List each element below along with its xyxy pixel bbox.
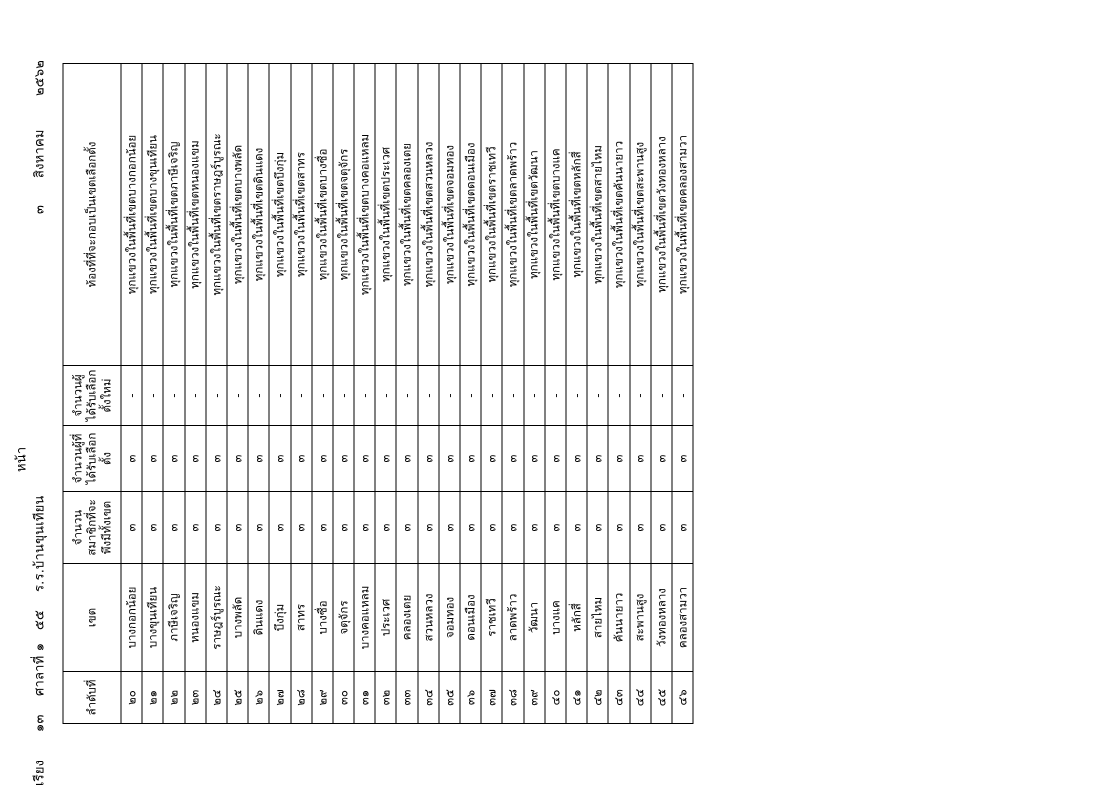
row-localities: ทุกแขวงในพื้นที่เขตบึงกุ่ม: [269, 64, 290, 366]
table-row: [163, 64, 184, 724]
row-seats-total: ๓: [205, 492, 226, 564]
row-seats-total: ๓: [565, 492, 586, 564]
row-seats-total: ๓: [311, 492, 332, 564]
row-number: ๓๖: [460, 672, 481, 724]
header-month: สิงหาคม: [32, 129, 47, 178]
row-zone: บางขุนเทียน: [142, 564, 163, 672]
row-seats-elected: ๓: [269, 426, 290, 492]
row-seats-elected: ๓: [311, 426, 332, 492]
table-row: [523, 64, 544, 724]
header-num-3: ๓: [32, 204, 47, 214]
row-localities: ทุกแขวงในพื้นที่เขตราชเทวี: [481, 64, 502, 366]
header-left-label: เรียง: [32, 759, 47, 786]
row-number: ๔๔: [629, 672, 650, 724]
row-localities: ทุกแขวงในพื้นที่เขตวังทองหลาง: [650, 64, 671, 366]
row-seats-total: ๓: [481, 492, 502, 564]
row-localities: ทุกแขวงในพื้นที่เขตภาษีเจริญ: [163, 64, 184, 366]
row-zone: ดอนเมือง: [460, 564, 481, 672]
row-localities: ทุกแขวงในพื้นที่เขตบางขุนเทียน: [142, 64, 163, 366]
row-localities: ทุกแขวงในพื้นที่เขตลาดพร้าว: [502, 64, 523, 366]
row-seats-extra: -: [481, 366, 502, 426]
row-seats-extra: -: [544, 366, 565, 426]
table-row: [396, 64, 417, 724]
row-localities: ทุกแขวงในพื้นที่เขตสวนหลวง: [417, 64, 438, 366]
row-localities: ทุกแขวงในพื้นที่เขตสะพานสูง: [629, 64, 650, 366]
table-row: [290, 64, 311, 724]
row-seats-elected: ๓: [438, 426, 459, 492]
row-seats-total: ๓: [608, 492, 629, 564]
row-localities: ทุกแขวงในพื้นที่เขตจอมทอง: [438, 64, 459, 366]
row-number: ๓๘: [502, 672, 523, 724]
table-row: [629, 64, 650, 724]
row-zone: บางพลัด: [226, 564, 247, 672]
row-zone: คลองสามวา: [671, 564, 692, 672]
row-seats-extra: -: [375, 366, 396, 426]
row-zone: จอมทอง: [438, 564, 459, 672]
table-row: [248, 64, 269, 724]
row-number: ๓๓: [396, 672, 417, 724]
row-seats-total: ๓: [354, 492, 375, 564]
row-seats-total: ๓: [290, 492, 311, 564]
row-seats-extra: -: [163, 366, 184, 426]
row-number: ๒๑: [142, 672, 163, 724]
row-seats-elected: ๓: [226, 426, 247, 492]
row-number: ๓๙: [523, 672, 544, 724]
col-header-loc: ท้องที่ที่จะกอบเป็นเขตเลือกตั้ง: [63, 64, 121, 366]
row-zone: ภาษีเจริญ: [163, 564, 184, 672]
row-number: ๓๒: [375, 672, 396, 724]
table-row: [332, 64, 353, 724]
table-row: [184, 64, 205, 724]
row-seats-elected: ๓: [290, 426, 311, 492]
header-num-1: ๑๓: [32, 714, 47, 732]
row-seats-extra: -: [629, 366, 650, 426]
row-zone: คลองเตย: [396, 564, 417, 672]
row-zone: ลาดพร้าว: [502, 564, 523, 672]
row-seats-total: ๓: [587, 492, 608, 564]
table-row: [121, 64, 142, 724]
row-zone: จตุจักร: [332, 564, 353, 672]
row-number: ๒๖: [248, 672, 269, 724]
row-zone: บางซื่อ: [311, 564, 332, 672]
row-seats-elected: ๓: [163, 426, 184, 492]
row-seats-elected: ๓: [608, 426, 629, 492]
row-seats-extra: -: [396, 366, 417, 426]
table-row: [205, 64, 226, 724]
row-number: ๓๐: [332, 672, 353, 724]
row-seats-total: ๓: [671, 492, 692, 564]
row-zone: สวนหลวง: [417, 564, 438, 672]
row-localities: ทุกแขวงในพื้นที่เขตวัฒนา: [523, 64, 544, 366]
row-seats-extra: -: [121, 366, 142, 426]
row-seats-extra: -: [523, 366, 544, 426]
row-seats-elected: ๓: [565, 426, 586, 492]
row-number: ๒๓: [184, 672, 205, 724]
row-seats-extra: -: [142, 366, 163, 426]
row-seats-total: ๓: [417, 492, 438, 564]
row-seats-total: ๓: [438, 492, 459, 564]
row-zone: บางกอกน้อย: [121, 564, 142, 672]
table-row: [417, 64, 438, 724]
table-row: [354, 64, 375, 724]
row-localities: ทุกแขวงในพื้นที่เขตหลักสี่: [565, 64, 586, 366]
row-number: ๓๔: [417, 672, 438, 724]
row-seats-elected: ๓: [417, 426, 438, 492]
row-seats-total: ๓: [269, 492, 290, 564]
row-seats-extra: -: [226, 366, 247, 426]
row-localities: ทุกแขวงในพื้นที่เขตดินแดง: [248, 64, 269, 366]
col-header-zone: เขต: [63, 564, 121, 672]
header-num-2: ๕๕: [32, 609, 47, 630]
row-zone: ราชเทวี: [481, 564, 502, 672]
row-seats-total: ๓: [184, 492, 205, 564]
row-number: ๔๑: [565, 672, 586, 724]
row-seats-elected: ๓: [460, 426, 481, 492]
table-row: [438, 64, 459, 724]
row-number: ๒๕: [226, 672, 247, 724]
table-container: [62, 64, 693, 724]
row-seats-elected: ๓: [184, 426, 205, 492]
row-zone: คันนายาว: [608, 564, 629, 672]
table-row: [311, 64, 332, 724]
row-seats-elected: ๓: [396, 426, 417, 492]
row-zone: วังทองหลาง: [650, 564, 671, 672]
row-seats-elected: ๓: [544, 426, 565, 492]
col-header-b: จำนวนผู้ที่ได้รับเลือกตั้ง: [63, 426, 121, 492]
table-row: [565, 64, 586, 724]
row-seats-total: ๓: [121, 492, 142, 564]
row-seats-total: ๓: [142, 492, 163, 564]
row-localities: ทุกแขวงในพื้นที่เขตราษฎร์บูรณะ: [205, 64, 226, 366]
row-number: ๔๐: [544, 672, 565, 724]
row-seats-elected: ๓: [248, 426, 269, 492]
row-number: ๒๙: [311, 672, 332, 724]
row-zone: บางคอแหลม: [354, 564, 375, 672]
table-row: [608, 64, 629, 724]
row-zone: บึงกุ่ม: [269, 564, 290, 672]
row-seats-extra: -: [460, 366, 481, 426]
row-seats-total: ๓: [629, 492, 650, 564]
header-label-3: ร.ร.บ้านขุนเทียน: [32, 495, 47, 592]
allocation-table: [62, 63, 693, 724]
row-zone: หลักสี่: [565, 564, 586, 672]
row-number: ๒๘: [290, 672, 311, 724]
row-localities: ทุกแขวงในพื้นที่เขตจตุจักร: [332, 64, 353, 366]
row-seats-elected: ๓: [142, 426, 163, 492]
row-localities: ทุกแขวงในพื้นที่เขตดอนเมือง: [460, 64, 481, 366]
row-seats-extra: -: [438, 366, 459, 426]
row-seats-extra: -: [205, 366, 226, 426]
row-seats-elected: ๓: [205, 426, 226, 492]
table-row: [460, 64, 481, 724]
row-number: ๔๕: [650, 672, 671, 724]
row-seats-total: ๓: [650, 492, 671, 564]
table-row: [502, 64, 523, 724]
row-zone: ประเวศ: [375, 564, 396, 672]
row-seats-extra: -: [587, 366, 608, 426]
table-row: [650, 64, 671, 724]
row-seats-total: ๓: [248, 492, 269, 564]
row-seats-extra: -: [248, 366, 269, 426]
row-seats-extra: -: [671, 366, 692, 426]
row-seats-elected: ๓: [587, 426, 608, 492]
row-seats-extra: -: [290, 366, 311, 426]
row-localities: ทุกแขวงในพื้นที่เขตหนองแขม: [184, 64, 205, 366]
row-number: ๒๗: [269, 672, 290, 724]
table-row: [481, 64, 502, 724]
row-zone: วัฒนา: [523, 564, 544, 672]
col-header-a: จำนวนสมาชิกที่จะพึงมีทั้งเขต: [63, 492, 121, 564]
row-seats-extra: -: [184, 366, 205, 426]
row-localities: ทุกแขวงในพื้นที่เขตบางแค: [544, 64, 565, 366]
row-seats-total: ๓: [460, 492, 481, 564]
row-seats-total: ๓: [396, 492, 417, 564]
row-seats-extra: -: [311, 366, 332, 426]
row-seats-elected: ๓: [332, 426, 353, 492]
table-row: [269, 64, 290, 724]
table-row: [142, 64, 163, 724]
row-seats-total: ๓: [163, 492, 184, 564]
row-zone: สะพานสูง: [629, 564, 650, 672]
row-localities: ทุกแขวงในพื้นที่เขตบางคอแหลม: [354, 64, 375, 366]
table-row: [544, 64, 565, 724]
row-seats-elected: ๓: [481, 426, 502, 492]
row-localities: ทุกแขวงในพื้นที่เขตสายไหม: [587, 64, 608, 366]
row-number: ๒๒: [163, 672, 184, 724]
table-row: [587, 64, 608, 724]
row-localities: ทุกแขวงในพื้นที่เขตสาทร: [290, 64, 311, 366]
row-seats-extra: -: [354, 366, 375, 426]
row-localities: ทุกแขวงในพื้นที่เขตบางซื่อ: [311, 64, 332, 366]
header-year: ๒๕๖๒: [32, 59, 47, 96]
row-seats-elected: ๓: [629, 426, 650, 492]
row-number: ๒๔: [205, 672, 226, 724]
row-seats-elected: ๓: [354, 426, 375, 492]
row-seats-total: ๓: [332, 492, 353, 564]
row-seats-total: ๓: [502, 492, 523, 564]
row-number: ๔๒: [587, 672, 608, 724]
row-seats-extra: -: [332, 366, 353, 426]
row-localities: ทุกแขวงในพื้นที่เขตคลองเตย: [396, 64, 417, 366]
row-localities: ทุกแขวงในพื้นที่เขตคันนายาว: [608, 64, 629, 366]
row-zone: หนองแขม: [184, 564, 205, 672]
header-label-2: ศาลาที่ ๑: [32, 642, 47, 696]
row-zone: บางแค: [544, 564, 565, 672]
row-seats-extra: -: [502, 366, 523, 426]
row-seats-elected: ๓: [502, 426, 523, 492]
row-localities: ทุกแขวงในพื้นที่เขตคลองสามวา: [671, 64, 692, 366]
table-body: [121, 64, 693, 724]
row-number: ๔๓: [608, 672, 629, 724]
col-header-no: ลำดับที่: [63, 672, 121, 724]
table-row: [226, 64, 247, 724]
row-localities: ทุกแขวงในพื้นที่เขตประเวศ: [375, 64, 396, 366]
col-header-c: จำนวนผู้ได้รับเลือกตั้งใหม่: [63, 366, 121, 426]
row-seats-total: ๓: [544, 492, 565, 564]
row-number: ๓๑: [354, 672, 375, 724]
table-row: [671, 64, 692, 724]
row-number: ๓๕: [438, 672, 459, 724]
row-zone: ดินแดง: [248, 564, 269, 672]
row-seats-extra: -: [650, 366, 671, 426]
row-seats-elected: ๓: [523, 426, 544, 492]
row-seats-extra: -: [565, 366, 586, 426]
row-seats-extra: -: [417, 366, 438, 426]
row-seats-elected: ๓: [671, 426, 692, 492]
row-seats-elected: ๓: [375, 426, 396, 492]
row-seats-extra: -: [608, 366, 629, 426]
row-zone: สาทร: [290, 564, 311, 672]
table-row: [375, 64, 396, 724]
row-seats-total: ๓: [226, 492, 247, 564]
row-seats-extra: -: [269, 366, 290, 426]
row-seats-elected: ๓: [650, 426, 671, 492]
row-seats-total: ๓: [375, 492, 396, 564]
row-number: ๓๗: [481, 672, 502, 724]
header-page-label: หน้า: [14, 446, 29, 472]
row-localities: ทุกแขวงในพื้นที่เขตบางกอกน้อย: [121, 64, 142, 366]
row-seats-total: ๓: [523, 492, 544, 564]
row-seats-elected: ๓: [121, 426, 142, 492]
row-localities: ทุกแขวงในพื้นที่เขตบางพลัด: [226, 64, 247, 366]
row-zone: ราษฎร์บูรณะ: [205, 564, 226, 672]
row-number: ๔๖: [671, 672, 692, 724]
row-zone: สายไหม: [587, 564, 608, 672]
table-header-row: [63, 64, 121, 724]
row-number: ๒๐: [121, 672, 142, 724]
